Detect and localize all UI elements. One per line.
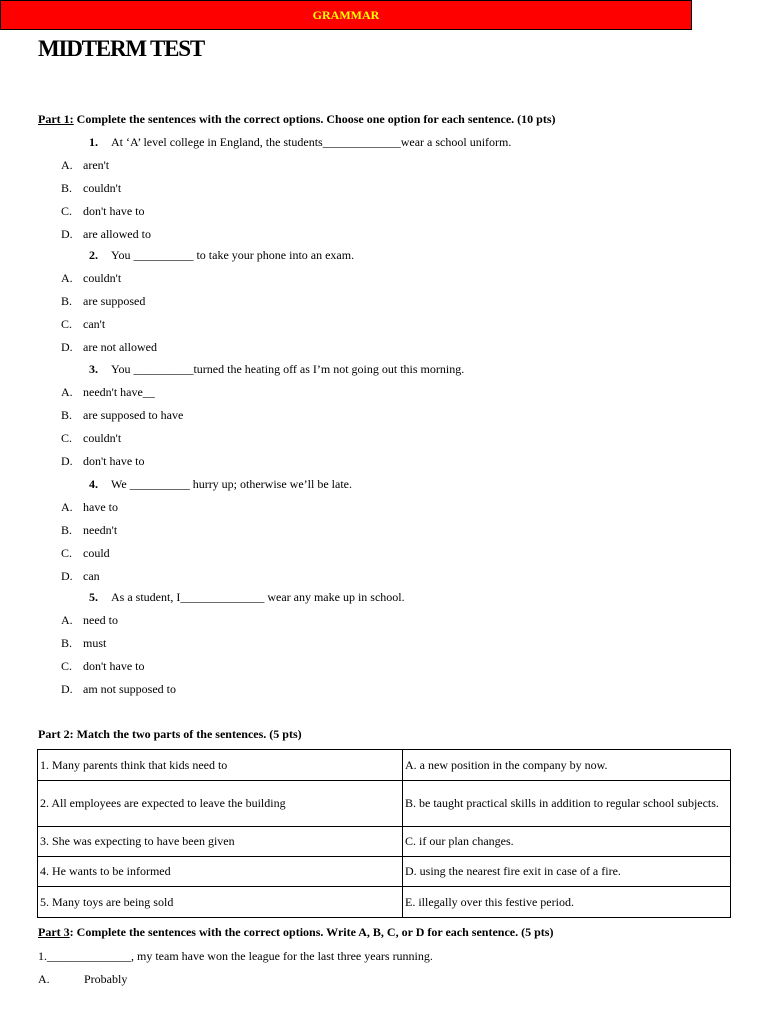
- option-letter: B.: [61, 181, 73, 195]
- option-letter: C.: [61, 204, 73, 218]
- part1-heading: [38, 112, 555, 127]
- option-letter: B.: [61, 408, 73, 422]
- option-letter: D.: [61, 340, 73, 354]
- option-letter: D.: [61, 682, 73, 696]
- sentence-start-cell: 3. She was expecting to have been given: [38, 827, 403, 857]
- table-row: [38, 827, 731, 857]
- sentence-end-cell: E. illegally over this festive period.: [403, 887, 731, 918]
- table-row: [38, 750, 731, 781]
- option-letter: A.: [38, 972, 50, 986]
- question-number: 2.: [89, 248, 98, 262]
- answer-option: [61, 659, 144, 674]
- answer-option: [61, 227, 151, 242]
- option-text: couldn't: [83, 271, 122, 285]
- page-title: MIDTERM TEST: [38, 36, 205, 61]
- part1-instruction: Complete the sentences with the correct options. Choose one option for each sentence. (10 pts): [73, 112, 556, 126]
- question-number: 3.: [89, 362, 98, 376]
- option-letter: A.: [61, 385, 73, 399]
- option-text: needn't: [83, 523, 118, 537]
- answer-option: [61, 294, 145, 309]
- question-text: You __________turned the heating off as I’m not going out this morning.: [111, 362, 465, 376]
- option-letter: C.: [61, 317, 73, 331]
- option-text: don't have to: [83, 454, 145, 468]
- question-text: As a student, I______________ wear any make up in school.: [111, 590, 405, 604]
- option-text: are supposed: [83, 294, 146, 308]
- option-text: could: [83, 546, 110, 560]
- table-row: [38, 857, 731, 887]
- part3-label: Part 3: [38, 925, 70, 939]
- answer-option: [61, 271, 121, 286]
- option-text: couldn't: [83, 431, 122, 445]
- answer-option: [61, 546, 110, 561]
- option-text: don't have to: [83, 659, 145, 673]
- question-number: 5.: [89, 590, 98, 604]
- answer-option: [61, 636, 106, 651]
- table-row: [38, 781, 731, 827]
- question-1: [89, 135, 511, 150]
- option-letter: C.: [61, 546, 73, 560]
- answer-option: [61, 454, 144, 469]
- answer-option: [61, 408, 183, 423]
- question-5: [89, 590, 405, 605]
- answer-option: [61, 682, 176, 697]
- option-text: am not supposed to: [83, 682, 176, 696]
- option-letter: B.: [61, 523, 73, 537]
- section-banner: [0, 0, 692, 30]
- option-letter: D.: [61, 569, 73, 583]
- option-letter: A.: [61, 158, 73, 172]
- option-text: can: [83, 569, 100, 583]
- question-number: 4.: [89, 477, 98, 491]
- sentence-start-cell: 2. All employees are expected to leave the building: [38, 781, 403, 827]
- answer-option: [61, 613, 118, 628]
- option-text: needn't have__: [83, 385, 155, 399]
- sentence-start-cell: 1. Many parents think that kids need to: [38, 750, 403, 781]
- option-text: couldn't: [83, 181, 122, 195]
- question-text: We __________ hurry up; otherwise we’ll be late.: [111, 477, 352, 491]
- option-letter: B.: [61, 294, 73, 308]
- answer-option: [61, 385, 155, 400]
- sentence-end-cell: A. a new position in the company by now.: [403, 750, 731, 781]
- sentence-start-cell: 4. He wants to be informed: [38, 857, 403, 887]
- answer-option: [61, 431, 121, 446]
- option-letter: C.: [61, 659, 73, 673]
- option-letter: D.: [61, 227, 73, 241]
- matching-table: [37, 749, 731, 918]
- answer-option: [61, 158, 109, 173]
- question-text: You __________ to take your phone into an exam.: [111, 248, 355, 262]
- option-text: aren't: [83, 158, 110, 172]
- sentence-end-cell: C. if our plan changes.: [403, 827, 731, 857]
- table-row: [38, 887, 731, 918]
- answer-option: [61, 569, 100, 584]
- option-text: don't have to: [83, 204, 145, 218]
- option-letter: A.: [61, 271, 73, 285]
- option-text: have to: [83, 500, 118, 514]
- question-4: [89, 477, 352, 492]
- part3-heading: [38, 925, 553, 940]
- sentence-end-cell: B. be taught practical skills in addition to regular school subjects.: [403, 781, 731, 827]
- part3-option-a: [38, 972, 127, 987]
- option-letter: B.: [61, 636, 73, 650]
- answer-option: [61, 500, 118, 515]
- answer-option: [61, 204, 144, 219]
- option-letter: A.: [61, 613, 73, 627]
- part3-instruction: : Complete the sentences with the correct options. Write A, B, C, or D for each sentence. (5 pts): [69, 925, 554, 939]
- answer-option: [61, 340, 157, 355]
- question-number: 1.: [89, 135, 98, 149]
- option-text: are supposed to have: [83, 408, 184, 422]
- sentence-start-cell: 5. Many toys are being sold: [38, 887, 403, 918]
- option-letter: C.: [61, 431, 73, 445]
- question-text: At ‘A’ level college in England, the students_____________wear a school uniform.: [111, 135, 512, 149]
- part2-heading: Part 2: Match the two parts of the sentences. (5 pts): [38, 727, 302, 741]
- option-text: are not allowed: [83, 340, 157, 354]
- option-text: must: [83, 636, 107, 650]
- part3-question-1: 1.______________, my team have won the league for the last three years running.: [38, 949, 433, 963]
- option-text: can't: [83, 317, 106, 331]
- answer-option: [61, 317, 105, 332]
- option-text: are allowed to: [83, 227, 151, 241]
- sentence-end-cell: D. using the nearest fire exit in case of a fire.: [403, 857, 731, 887]
- answer-option: [61, 523, 117, 538]
- option-letter: D.: [61, 454, 73, 468]
- section-banner-label: GRAMMAR: [312, 8, 380, 22]
- option-text: need to: [83, 613, 118, 627]
- part1-label: Part 1:: [38, 112, 74, 126]
- option-letter: A.: [61, 500, 73, 514]
- answer-option: [61, 181, 121, 196]
- question-2: [89, 248, 354, 263]
- option-text: Probably: [84, 972, 128, 986]
- question-3: [89, 362, 464, 377]
